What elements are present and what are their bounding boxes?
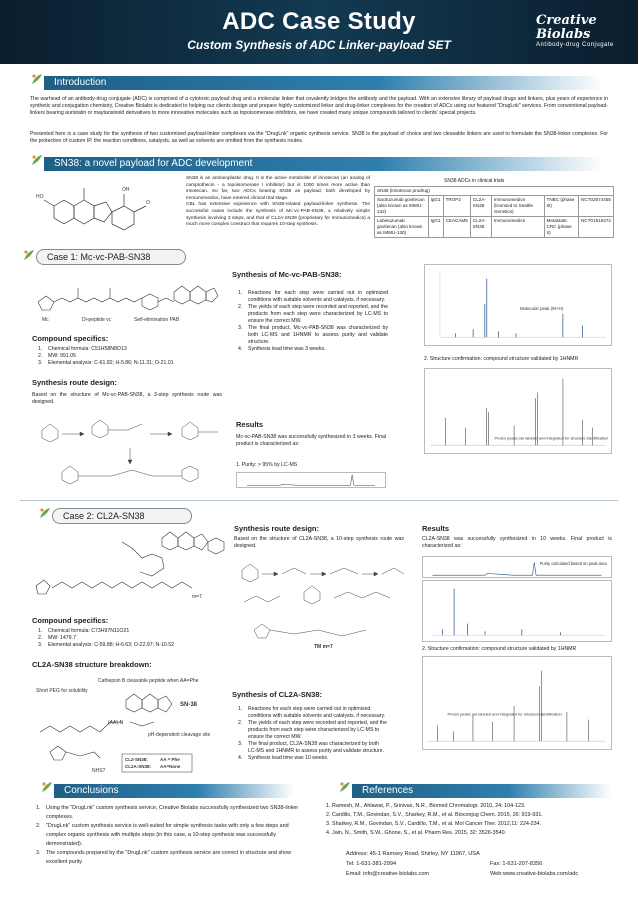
fax: Fax: 1-631-207-8356 [490,861,543,867]
list-item: 4. Synthesis lead time was 10 weeks. [238,755,329,761]
list-item: 3. The compounds prepared by the "DrugLnk" custom synthesis service are correct in structure and show excellent purity. [36,850,292,865]
list-item: 3. The final product, Mc-vc-PAB-SN38 was characterized by both LC-MS and 1HNMR to assess purity and validate structure. [238,325,388,345]
list-item: 2. Cardillo, T.M., Govindan, S.V., Sharkey, R.M., et al. Bioconjug Chem. 2015, 26: 919-931. [326,812,543,818]
case2-lc-trace-image [422,556,612,578]
table-cell: IgG1 [428,196,443,217]
table-cell: TNBC (phase III) [544,196,579,217]
section-band-references [352,784,612,798]
purity-label: Purity calculated based on peak area [539,561,607,567]
leaf-icon [40,780,54,794]
list-item: 1. Using the "DrugLnk" custom synthesis service, Creative Biolabs successfully synthesized two SN38-linker complexes. [36,805,299,820]
page-title: ADC Case Study [222,8,416,35]
case1-synthesis-heading: Synthesis of Mc-vc-PAB-SN38: [232,270,342,279]
company-logo [536,14,628,48]
trials-header-cell: SN38 (irinotecan prodrug) [375,187,614,196]
table-cell: Metastatic CRC (phase II) [544,217,579,238]
case1-purity: 1. Purity: > 95% by LC-MS [236,462,298,468]
list-item: 1. Reactions for each step were carried out in optimized conditions with suitable solvents and catalysts, if necessary. [238,706,386,719]
page-subtitle: Custom Synthesis of ADC Linker-payload SET [187,38,451,52]
repeat-label: m=7 [192,594,202,600]
case2-synthesis-heading: Synthesis of CL2A-SN38: [232,690,323,699]
list-item: 2. "DrugLnk" custom synthesis service is well-suited for simple synthesis tasks with only a few steps and complex organic synthesis with multiple steps (in this case, a 10-step synthesis was successfully demonstrated). [36,823,289,847]
table-cell: NCT01915472 [579,217,614,238]
case1-nmr-caption: 2. Structure confirmation: compound structure validated by 1HNMR [424,356,579,362]
case1-specifics-heading: Compound specifics: [32,334,109,343]
list-item: 2. MW: 1479.7 [38,635,76,641]
header-banner [0,0,638,64]
trials-title: SN38 ADCs in clinical trials [444,178,505,184]
case1-synthesis-list [238,290,388,353]
references-heading: References [362,785,414,796]
list-item: 2. The yields of each step were recorded and reported, and the products from each step were characterized by LC-MS to ensure the correct MW. [238,304,388,324]
case2-heading: Case 2: CL2A-SN38 [52,508,192,524]
case2-results-heading: Results [422,524,450,533]
svg-text:HO: HO [36,194,44,200]
case2-synthesis-list [238,706,388,762]
leaf-icon [338,780,352,794]
breakdown-cathepsin: Cathepsin B cleavable peptide when AA=Phe [98,678,199,684]
sn38-structure-image [34,176,182,242]
breakdown-val1: AA = Phe [160,757,180,762]
case1-synthesis-route-image [32,410,228,492]
email-link[interactable]: Email: info@creative-biolabs.com [346,871,430,877]
list-item: 3. Elemental analysis: C-61.82; H-5.86; N-11.31; O-21.01 [38,360,174,366]
case1-nmr-spectrum-image [424,368,612,454]
conclusions-list [36,804,306,867]
case1-route-text: Based on the structure of Mc-vc-PAB-SN38, a 3-step synthesis route was designed. [32,392,222,405]
case2-nmr-note: Proton peaks are labeled and integrated for structure identification [447,711,562,717]
breakdown-aa: (AA)-N [108,720,124,726]
list-item: 1. Chemical formula: C73H97N11O21 [38,628,130,634]
leaf-icon [30,72,44,86]
list-item: 4. Jain, N., Smith, S.W., Ghone, S., et al. Pharm Res. 2015, 32: 3526-3540. [326,830,507,836]
table-cell: Sacituzumab govitecan (also known as IMMU-132) [375,196,429,217]
list-item: 1. Reactions for each step were carried out in optimized conditions with suitable solvents and catalysts, if necessary. [238,290,388,303]
leaf-icon [22,248,36,262]
table-cell: Labetuzumab govitecan (also known as IMMU-130) [375,217,429,238]
case2-breakdown-heading: CL2A-SN38 structure breakdown: [32,660,152,669]
table-cell: Immunomedics (licensed to Seattle Genetics) [491,196,544,217]
case2-ms-spectrum-image [422,580,612,642]
table-cell: CL2A-SN38 [470,196,491,217]
sn38-heading: SN38: a novel payload for ADC development [54,158,253,169]
clinical-trials-table [374,186,614,238]
case1-route-heading: Synthesis route design: [32,378,118,387]
list-item: 3. Elemental analysis: C-59.88; H-6.63; O-22.97; N-10.52 [38,642,175,648]
table-cell: IgG1 [428,217,443,238]
cl2a-sn38-structure-image [32,528,228,612]
intro-paragraph-1: The warhead of an antibody-drug conjugate (ADC) is comprised of a cytotoxic payload drug and a molecular linker that covalently bridges the antibody and the payload. With an extensive library of payload drugs and linkers, plus years of experience in synthetic and conjugation chemistry, Creative Biolabs is dedicated to helping our clients design and prepare highly customized linker and drug-linker complexes for the creation of ADCs using our featured "DrugLnk" services. From conventional payload-linkers bearing auristatin or maytansinoid derivatives to more innovative molecules such as topoisomerase inhibitors, we have created many unique compounds tailored to clients' special projects. [30,96,608,116]
ms-peak-label: Molecular peak (M+H) [519,305,564,311]
case1-results-text: Mc-vc-PAB-SN38 was successfully synthesized in 3 weeks. Final product is characterized as: [236,434,386,447]
list-item: 2. The yields of each step were recorded and reported, and the products from each step were characterized by LC-MS to ensure the correct MW. [238,720,387,740]
section-band-sn38 [44,157,604,171]
breakdown-key2: CL2A-SN38: [125,764,152,769]
case2-nmr-spectrum-image [422,656,612,750]
case1-ms-spectrum-image [424,264,612,346]
label-pab: Self-elimination PAB [134,317,180,323]
case2-synthesis-route-image [234,556,410,652]
case1-lc-trace-image [236,472,386,488]
logo-tagline: Antibody-drug Conjugate [536,42,614,48]
list-item: 1. Ramesh, M., Ahlawat, P., Srinivas, N.R., Biomed Chromatogr. 2010, 24: 104-123. [326,803,526,809]
breakdown-sn38: SN-38 [180,702,198,708]
leaf-icon [30,153,44,167]
case1-results-heading: Results [236,420,264,429]
mc-vc-pab-sn38-structure-image [32,268,222,324]
label-mc: Mc [42,317,49,323]
breakdown-val2: AA=None [160,764,181,769]
logo-line2: Biolabs [536,27,591,42]
svg-text:OH: OH [122,187,130,193]
logo-line1: Creative [536,13,597,28]
case2-route-text: Based on the structure of CL2A-SN38, a 10-step synthesis route was designed. [234,536,404,549]
list-item: 1. Chemical formula: C51H58N8O13 [38,346,127,352]
breakdown-key1: CL2-SN38: [125,757,148,762]
section-band-introduction [44,76,604,90]
case1-nmr-note: Proton peaks are labeled and integrated for structure identification [494,435,609,441]
table-row [375,196,614,217]
table-row [375,217,614,238]
breakdown-ph: pH-dependent cleavage site [148,732,211,738]
conclusions-heading: Conclusions [64,785,119,796]
cl2a-breakdown-image [30,672,230,778]
case2-route-heading: Synthesis route design: [234,524,320,533]
case1-heading: Case 1: Mc-vc-PAB-SN38 [36,249,186,265]
list-item: 4. Synthesis lead time was 3 weeks. [238,346,326,352]
list-item: 3. The final product, CL2A-SN38 was characterized by both LC-MS and 1HNMR to assess purity and validate structure. [238,741,385,754]
leaf-icon [38,506,52,520]
section-band-conclusions [54,784,294,798]
intro-paragraph-2: Presented here is a case study for the synthesis of two customized payload-linker complexes via the "DrugLnk" organic synthesis service. SN38 is the payload of choice and two cleavable linkers are used to formulate the SN38-linker complexes. For the protection of custom IP, the reaction conditions, catalysts, as well as solvents are omitted from the synthesis routes. [30,131,608,144]
case2-results-text: CL2A-SN38 was successfully synthesized in 10 weeks. Final product is characterized as: [422,536,612,549]
introduction-heading: Introduction [54,77,107,88]
divider [20,500,618,501]
address: Address: 45-1 Ramsey Road, Shirley, NY 11967, USA [346,851,480,857]
table-cell: CL2A-SN38 [470,217,491,238]
table-cell: NCT02574455 [579,196,614,217]
case2-specifics-heading: Compound specifics: [32,616,109,625]
list-item: 2. MW: 991.05 [38,353,76,359]
sn38-description: SN38 is an antineoplastic drug. It is the active metabolite of irinotecan (an analog of camptothecin - a topoisomerase I inhibitor) but is 1000 times more active than irinotecan. So far, two ADCs bearing SN38 as payload, both developed by Immunomedics, have entered clinical trial stage. CBL has extensive experience with SN38-related payload-linker synthesis. The successful cases include the synthesis of Mc-vc-PAB-SN38, a relatively simple synthesis involving 3 steps, and that of CL2A-SN38 (proprietary for Immunomedics) a much more complex construct that requires 10-step synthesis. [186,176,370,228]
case2-specifics-list [38,628,228,649]
label-dipeptide: Di-peptide vc [82,317,112,323]
table-cell: TROP2 [443,196,470,217]
telephone: Tel: 1-631-381-2994 [346,861,397,867]
website-link[interactable]: Web:www.creative-biolabs.com/adc [490,871,579,877]
case2-tm-label: TM m=7 [314,644,333,650]
list-item: 3. Sharkey, R.M., Govindan, S.V., Cardillo, T.M., et al. Mol Cancer Ther. 2012,11: 224-234. [326,821,542,827]
references-list [326,802,616,838]
case2-nmr-caption: 2. Structure confirmation: compound structure validated by 1HNMR [422,646,577,652]
breakdown-nhs: NHS? [92,768,106,774]
case1-specifics-list [38,346,228,367]
table-cell: Immunomedics [491,217,544,238]
svg-text:O: O [146,200,150,206]
table-cell: CEACAM5 [443,217,470,238]
breakdown-peg: Short PEG for solubility [36,688,88,694]
